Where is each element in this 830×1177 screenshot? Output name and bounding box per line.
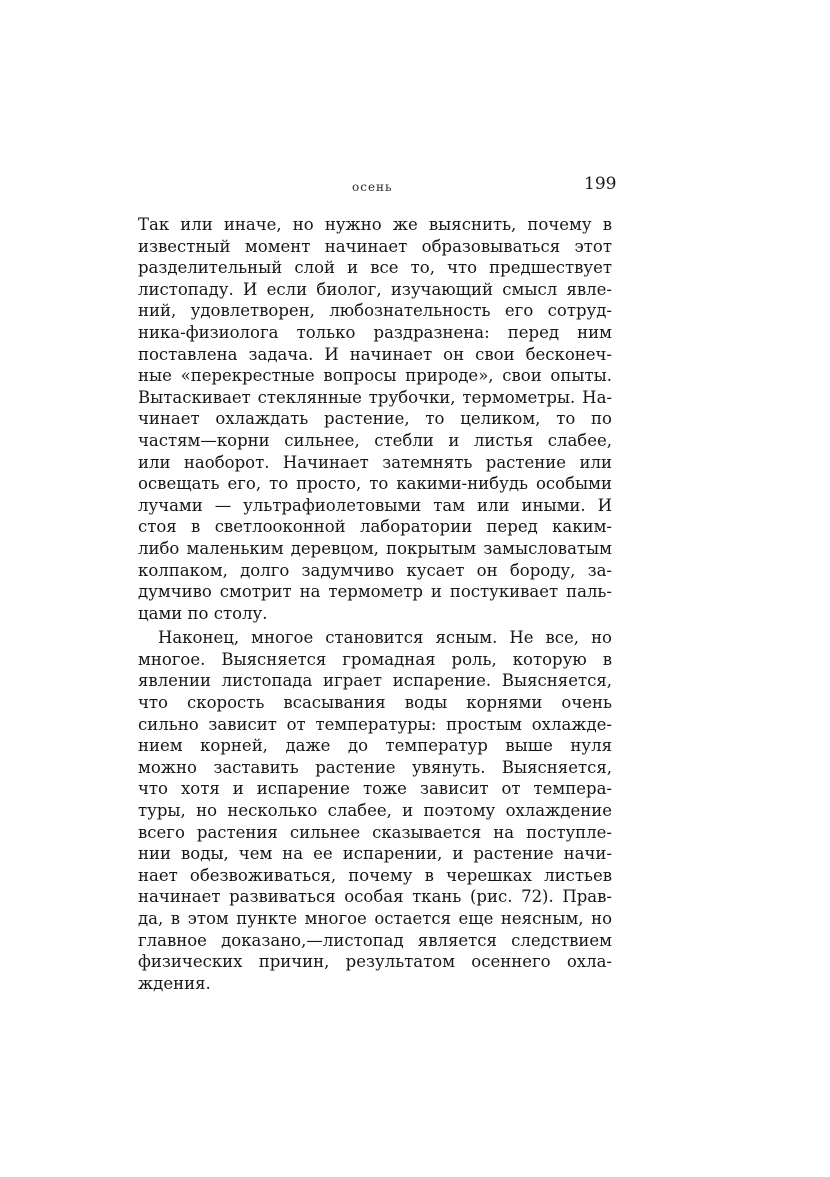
text-line: Так или иначе, но нужно же выяснить, почему в (138, 215, 612, 234)
text-line: поставлена задача. И начинает он свои бесконеч- (138, 344, 612, 364)
text-line: туры, но несколько слабее, и поэтому охлаждение (138, 801, 612, 821)
text-line: листопаду. И если биолог, изучающий смысл явле- (138, 279, 612, 299)
text-line: нием корней, даже до температур выше нуля (138, 736, 612, 756)
text-line: что скорость всасывания воды корнями очень (138, 693, 612, 713)
text-line: да, в этом пункте многое остается еще неясным, но (138, 909, 612, 928)
text-line: ждения. (138, 973, 211, 993)
running-title: осень (352, 180, 393, 194)
text-line: лучами — ультрафиолетовыми там или иными. И (138, 495, 612, 515)
text-line: Наконец, многое становится ясным. Не все, но (158, 628, 612, 648)
text-line: или наоборот. Начинает затемнять растение или (138, 452, 612, 472)
text-line: начинает развиваться особая ткань (рис. 72). Прав- (138, 887, 612, 907)
text-line: Вытаскивает стеклянные трубочки, термометры. На- (138, 387, 612, 407)
text-line: ний, удовлетворен, любознательность его сотруд- (138, 301, 612, 321)
paragraph-2 (138, 627, 612, 994)
page-number: 199 (584, 174, 617, 194)
text-line: физических причин, результатом осеннего охла- (138, 952, 612, 972)
text-line: чинает охлаждать растение, то целиком, то по (138, 409, 612, 429)
text-line: разделительный слой и все то, что предшествует (138, 258, 612, 278)
text-line: стоя в светлооконной лаборатории перед каким- (138, 517, 612, 537)
text-line: цами по столу. (138, 603, 268, 623)
text-line: думчиво смотрит на термометр и постукивает паль- (138, 582, 612, 602)
paragraph-1 (138, 214, 612, 624)
text-line: частям—корни сильнее, стебли и листья слабее, (138, 430, 612, 450)
text-line: нии воды, чем на ее испарении, и растение начи- (138, 844, 612, 864)
text-line: что хотя и испарение тоже зависит от темпера- (138, 779, 612, 799)
text-line: ные «перекрестные вопросы природе», свои опыты. (138, 366, 612, 386)
text-line: сильно зависит от температуры: простым охлажде- (138, 714, 612, 734)
text-line: явлении листопада играет испарение. Выясняется, (138, 671, 612, 691)
text-line: известный момент начинает образовываться этот (138, 236, 612, 256)
body-text (138, 214, 612, 994)
text-line: либо маленьким деревцом, покрытым замысловатым (138, 538, 612, 558)
text-line: можно заставить растение увянуть. Выясняется, (138, 757, 612, 777)
text-line: ника-физиолога только раздразнена: перед ним (138, 322, 612, 342)
text-line: колпаком, долго задумчиво кусает он бороду, за- (138, 560, 612, 580)
text-line: нает обезвоживаться, почему в черешках листьев (138, 865, 612, 885)
text-line: освещать его, то просто, то какими-нибудь особыми (138, 474, 612, 494)
text-line: всего растения сильнее сказывается на поступле- (138, 822, 612, 842)
text-line: главное доказано,—листопад является следствием (138, 930, 612, 950)
text-line: многое. Выясняется громадная роль, которую в (138, 649, 612, 669)
